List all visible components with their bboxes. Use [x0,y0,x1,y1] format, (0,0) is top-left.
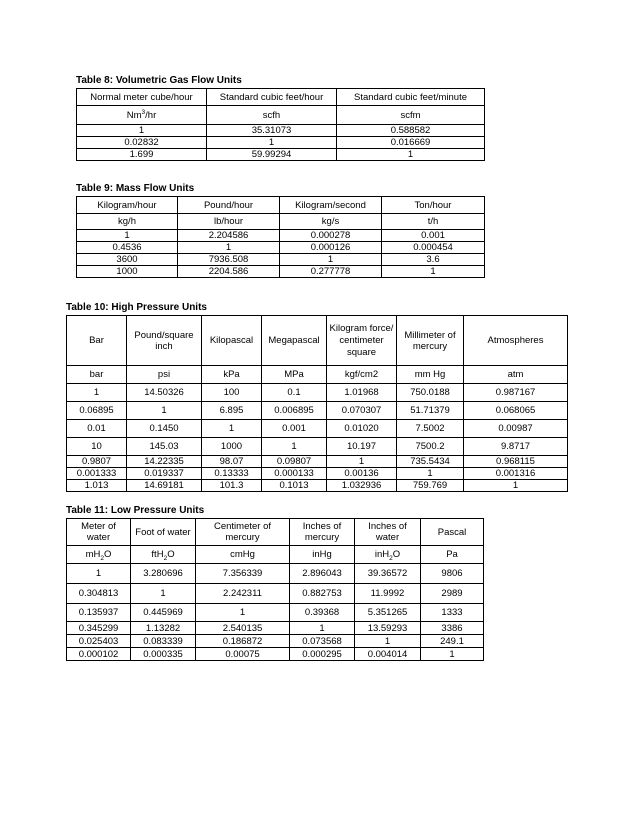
value-cell: 0.987167 [464,384,568,402]
value-cell: 1 [382,266,485,278]
value-cell: 2.896043 [290,564,355,584]
value-cell: 1 [202,420,262,438]
value-cell: 0.445969 [131,604,196,622]
unit-cell: kPa [202,366,262,384]
header-cell: Foot of water [131,519,196,546]
value-cell: 0.025403 [67,635,131,648]
header-cell: Standard cubic feet/hour [207,89,337,106]
table-row [67,402,568,420]
value-cell: 0.000102 [67,648,131,661]
value-cell: 0.1450 [127,420,202,438]
value-cell: 0.135937 [67,604,131,622]
value-cell: 0.02832 [77,137,207,149]
value-cell: 59.99294 [207,149,337,161]
value-cell: 7500.2 [397,438,464,456]
value-cell: 3.280696 [131,564,196,584]
value-cell: 14.69181 [127,480,202,492]
value-cell: 11.9992 [355,584,421,604]
value-cell: 1 [262,438,327,456]
value-cell: 101.3 [202,480,262,492]
value-cell: 9.8717 [464,438,568,456]
value-cell: 51.71379 [397,402,464,420]
table-header-row [77,89,485,106]
value-cell: 6.895 [202,402,262,420]
value-cell: 1 [127,402,202,420]
table-row [77,254,485,266]
table-row [77,137,485,149]
value-cell: 0.304813 [67,584,131,604]
table-row [67,468,568,480]
table-units-row [67,546,484,564]
value-cell: 0.39368 [290,604,355,622]
header-cell: Megapascal [262,316,327,366]
header-cell: Kilogram force/ centimeter square [327,316,397,366]
header-cell: Atmospheres [464,316,568,366]
header-cell: Ton/hour [382,197,485,214]
header-cell: Kilogram/hour [77,197,178,214]
value-cell: 14.50326 [127,384,202,402]
table-units-row [77,214,485,230]
table-row [67,648,484,661]
value-cell: 2989 [421,584,484,604]
value-cell: 0.001316 [464,468,568,480]
unit-cell: lb/hour [178,214,280,230]
header-cell: Pound/square inch [127,316,202,366]
value-cell: 0.000133 [262,468,327,480]
value-cell: 1 [207,137,337,149]
table-row [67,604,484,622]
table-8-section [76,75,485,161]
unit-cell: bar [67,366,127,384]
value-cell: 2.204586 [178,230,280,242]
value-cell: 145.03 [127,438,202,456]
unit-cell: kg/h [77,214,178,230]
value-cell: 100 [202,384,262,402]
value-cell: 0.000278 [280,230,382,242]
unit-cell: kgf/cm2 [327,366,397,384]
header-cell: Kilopascal [202,316,262,366]
value-cell: 1.013 [67,480,127,492]
unit-cell: ftH$_2$O [131,546,196,564]
value-cell: 1 [280,254,382,266]
value-cell: 1 [464,480,568,492]
value-cell: 750.0188 [397,384,464,402]
value-cell: 1 [77,230,178,242]
value-cell: 1333 [421,604,484,622]
value-cell: 0.06895 [67,402,127,420]
value-cell: 98.07 [202,456,262,468]
value-cell: 0.1013 [262,480,327,492]
value-cell: 1 [327,456,397,468]
value-cell: 1 [337,149,485,161]
value-cell: 1000 [77,266,178,278]
unit-cell: Pa [421,546,484,564]
value-cell: 0.016669 [337,137,485,149]
table-10-section [66,302,568,492]
value-cell: 0.09807 [262,456,327,468]
header-cell: Pascal [421,519,484,546]
value-cell: 3.6 [382,254,485,266]
value-cell: 0.070307 [327,402,397,420]
unit-cell: scfm [337,106,485,125]
value-cell: 0.968115 [464,456,568,468]
unit-cell: scfh [207,106,337,125]
value-cell: 0.083339 [131,635,196,648]
value-cell: 0.006895 [262,402,327,420]
unit-cell: psi [127,366,202,384]
value-cell: 14.22335 [127,456,202,468]
value-cell: 3600 [77,254,178,266]
value-cell: 1.01968 [327,384,397,402]
value-cell: 1 [196,604,290,622]
value-cell: 0.073568 [290,635,355,648]
value-cell: 0.000454 [382,242,485,254]
value-cell: 249.1 [421,635,484,648]
table-row [67,456,568,468]
value-cell: 7.356339 [196,564,290,584]
unit-cell: kg/s [280,214,382,230]
value-cell: 0.004014 [355,648,421,661]
value-cell: 3386 [421,622,484,635]
value-cell: 735.5434 [397,456,464,468]
unit-cell: inH$_2$O [355,546,421,564]
value-cell: 0.001333 [67,468,127,480]
table-9-section [76,183,485,278]
value-cell: 5.351265 [355,604,421,622]
header-cell: Inches of water [355,519,421,546]
header-cell: Inches of mercury [290,519,355,546]
value-cell: 7.5002 [397,420,464,438]
value-cell: 1 [67,384,127,402]
unit-cell: cmHg [196,546,290,564]
header-cell: Normal meter cube/hour [77,89,207,106]
table-row [67,564,484,584]
table-header-row [67,519,484,546]
value-cell: 1.13282 [131,622,196,635]
value-cell: 0.13333 [202,468,262,480]
value-cell: 0.4536 [77,242,178,254]
value-cell: 10 [67,438,127,456]
table-row [67,622,484,635]
table-9-caption: Table 9: Mass Flow Units [76,183,195,194]
value-cell: 10.197 [327,438,397,456]
value-cell: 7936.508 [178,254,280,266]
table-row [67,420,568,438]
table-row [67,384,568,402]
value-cell: 0.001 [262,420,327,438]
table-header-row [77,197,485,214]
header-cell: Pound/hour [178,197,280,214]
value-cell: 9806 [421,564,484,584]
table-row [67,635,484,648]
table-row [77,149,485,161]
value-cell: 0.9807 [67,456,127,468]
value-cell: 1 [421,648,484,661]
table-10-caption: Table 10: High Pressure Units [66,302,207,313]
value-cell: 0.882753 [290,584,355,604]
value-cell: 759.769 [397,480,464,492]
value-cell: 1 [178,242,280,254]
header-cell: Standard cubic feet/minute [337,89,485,106]
table-row [67,480,568,492]
table-row [67,438,568,456]
value-cell: 1.699 [77,149,207,161]
unit-cell: MPa [262,366,327,384]
value-cell: 1 [77,125,207,137]
value-cell: 1 [67,564,131,584]
value-cell: 2.540135 [196,622,290,635]
value-cell: 0.01 [67,420,127,438]
unit-cell: inHg [290,546,355,564]
value-cell: 0.00136 [327,468,397,480]
table-row [77,230,485,242]
table-8-caption: Table 8: Volumetric Gas Flow Units [76,75,242,86]
table-row [77,125,485,137]
value-cell: 1.032936 [327,480,397,492]
header-cell: Bar [67,316,127,366]
mass-flow-table [76,196,485,278]
value-cell: 0.01020 [327,420,397,438]
unit-cell: t/h [382,214,485,230]
value-cell: 35.31073 [207,125,337,137]
value-cell: 0.1 [262,384,327,402]
value-cell: 0.000295 [290,648,355,661]
value-cell: 0.00075 [196,648,290,661]
low-pressure-table [66,518,484,661]
value-cell: 0.068065 [464,402,568,420]
value-cell: 1 [397,468,464,480]
table-header-row [67,316,568,366]
value-cell: 0.186872 [196,635,290,648]
volumetric-gas-flow-table [76,88,485,161]
value-cell: 0.000335 [131,648,196,661]
header-cell: Millimeter of mercury [397,316,464,366]
value-cell: 0.00987 [464,420,568,438]
table-units-row [77,106,485,125]
table-units-row [67,366,568,384]
value-cell: 1 [290,622,355,635]
unit-cell: mm Hg [397,366,464,384]
value-cell: 1 [131,584,196,604]
value-cell: 39.36572 [355,564,421,584]
unit-cell: atm [464,366,568,384]
value-cell: 13.59293 [355,622,421,635]
unit-cell: $mH_2O$ [67,546,131,564]
header-cell: Centimeter of mercury [196,519,290,546]
table-11-caption: Table 11: Low Pressure Units [66,505,205,516]
table-row [67,584,484,604]
table-row [77,266,485,278]
value-cell: 2204.586 [178,266,280,278]
unit-cell: Nm$^3$/hr [77,106,207,125]
value-cell: 2.242311 [196,584,290,604]
header-cell: Meter of water [67,519,131,546]
header-cell: Kilogram/second [280,197,382,214]
value-cell: 0.345299 [67,622,131,635]
value-cell: 0.277778 [280,266,382,278]
value-cell: 0.588582 [337,125,485,137]
value-cell: 1000 [202,438,262,456]
value-cell: 0.000126 [280,242,382,254]
value-cell: 0.019337 [127,468,202,480]
value-cell: 0.001 [382,230,485,242]
table-row [77,242,485,254]
value-cell: 1 [355,635,421,648]
high-pressure-table [66,315,568,492]
table-11-section [66,505,484,661]
